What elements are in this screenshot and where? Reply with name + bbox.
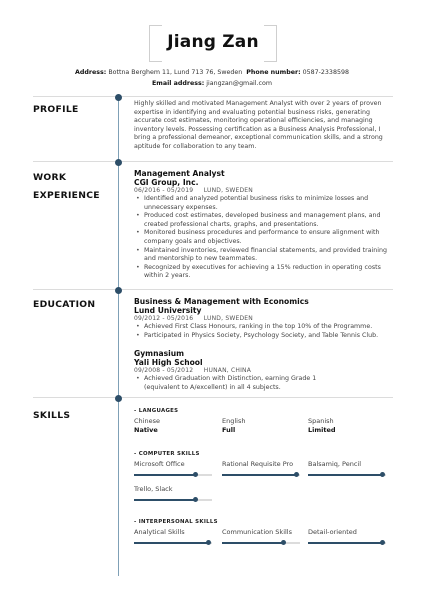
education-date-location: 09/2012 - 05/2016 LUND, SWEDEN: [134, 315, 253, 322]
phone-label: Phone number:: [246, 69, 301, 76]
list-item: • Produced cost estimates, developed business and management plans, and created professional charts, graphs, and presentations.: [134, 212, 396, 229]
skill-item: Detail-oriented: [308, 528, 386, 544]
skill-item: Rational Requisite Pro: [222, 460, 300, 476]
section-title-work-1: WORK: [33, 172, 67, 183]
address-value: Bottna Berghem 11, Lund 713 76, Sweden: [108, 69, 243, 76]
contact-line-address-phone: [0, 69, 424, 76]
timeline-dot: [115, 287, 122, 294]
school-name: Yali High School: [134, 358, 203, 367]
phone-value: 0587-2338598: [302, 69, 349, 76]
candidate-name: Jiang Zan: [167, 32, 259, 52]
email-label: Email address:: [151, 80, 205, 87]
language-item: Chinese Native: [134, 417, 160, 434]
timeline-dot: [115, 159, 122, 166]
address-label: Address:: [75, 69, 107, 76]
skill-bar: [308, 474, 386, 476]
divider: [33, 96, 393, 97]
skill-knob: [294, 472, 299, 477]
section-title-profile: PROFILE: [33, 104, 79, 115]
skill-knob: [380, 472, 385, 477]
list-item: • Recognized by executives for achieving a 15% reduction in operating costs within 2 years.: [134, 264, 396, 281]
contact-line-email: [0, 80, 424, 87]
skill-bar: [134, 499, 212, 501]
skill-item: Communication Skills: [222, 528, 300, 544]
list-item: • Achieved First Class Honours, ranking in the top 10% of the Programme.: [134, 323, 396, 332]
interpersonal-skills-heading: - INTERPERSONAL SKILLS: [134, 519, 218, 525]
skill-bar: [222, 474, 300, 476]
skill-bar: [134, 542, 212, 544]
skill-item: Balsamiq, Pencil: [308, 460, 386, 476]
section-title-skills: SKILLS: [33, 410, 71, 421]
degree-title: Gymnasium: [134, 349, 185, 358]
section-title-education: EDUCATION: [33, 299, 96, 310]
school-name: Lund University: [134, 306, 202, 315]
computer-skills-heading: - COMPUTER SKILLS: [134, 451, 200, 457]
list-item: • Monitored business procedures and performance to ensure alignment with company goals and objectives.: [134, 229, 396, 246]
language-item: English Full: [222, 417, 246, 434]
timeline-dot: [115, 94, 122, 101]
skill-item: Trello, Slack: [134, 485, 212, 501]
skill-knob: [206, 540, 211, 545]
job-date-location: 06/2016 - 05/2019 LUND, SWEDEN: [134, 187, 253, 194]
list-item: • Maintained inventories, reviewed financial statements, and provided training and mentorship to new teammates.: [134, 247, 396, 264]
list-item: • Achieved Graduation with Distinction, earning Grade 1 (equivalent to A/excellent) in all 4 subjects.: [134, 375, 344, 392]
skill-knob: [193, 497, 198, 502]
name-frame: [149, 25, 277, 62]
divider: [33, 161, 393, 162]
skill-bar: [308, 542, 386, 544]
company-name: CGI Group, Inc.: [134, 178, 199, 187]
list-item: • Participated in Physics Society, Psychology Society, and Table Tennis Club.: [134, 332, 396, 341]
language-item: Spanish Limited: [308, 417, 336, 434]
skill-bar: [134, 474, 212, 476]
divider: [33, 397, 393, 398]
skill-item: Microsoft Office: [134, 460, 212, 476]
profile-summary: Highly skilled and motivated Management Analyst with over 2 years of proven expertise in identifying and evaluating potential business risks, generating accurate cost estimates, monitoring operational efficiencies, and managing inventory levels. Possessing certification as a Business Analysis Professional, I bring a professional demeanor, exceptional communication skills, and a strong aptitude for collaboration to any team.: [134, 100, 383, 150]
education-bullets: [134, 323, 396, 340]
list-item: • Identified and analyzed potential business risks to minimize losses and unnecessary expenses.: [134, 195, 396, 212]
skill-knob: [281, 540, 286, 545]
timeline-dot: [115, 395, 122, 402]
languages-heading: - LANGUAGES: [134, 408, 179, 414]
skill-knob: [380, 540, 385, 545]
divider: [33, 289, 393, 290]
education-bullets: [134, 375, 344, 392]
job-bullets: [134, 195, 396, 281]
skill-knob: [193, 472, 198, 477]
section-title-work-2: EXPERIENCE: [33, 190, 100, 201]
job-title: Management Analyst: [134, 169, 225, 178]
degree-title: Business & Management with Economics: [134, 297, 309, 306]
email-value: jiangzan@gmail.com: [206, 80, 273, 87]
education-date-location: 09/2008 - 05/2012 HUNAN, CHINA: [134, 367, 252, 374]
timeline-line: [118, 96, 119, 576]
skill-item: Analytical Skills: [134, 528, 212, 544]
skill-bar: [222, 542, 300, 544]
